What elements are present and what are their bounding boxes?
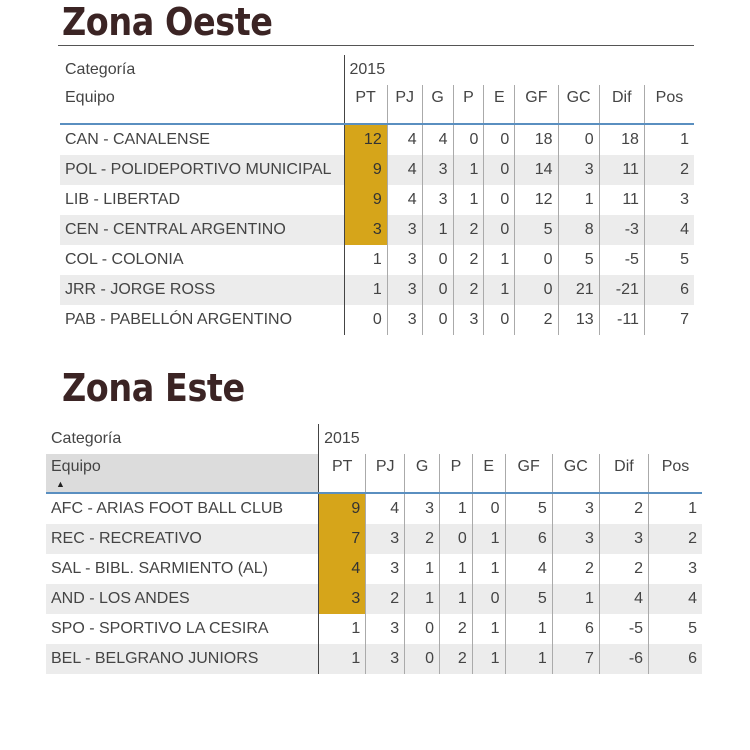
pt-cell: 9 xyxy=(344,185,387,215)
p-cell: 1 xyxy=(440,554,473,584)
pj-cell: 3 xyxy=(366,644,405,674)
pj-cell: 4 xyxy=(366,493,405,524)
pt-cell: 3 xyxy=(344,215,387,245)
pj-cell: 4 xyxy=(387,124,422,155)
e-cell: 0 xyxy=(472,493,505,524)
e-cell: 0 xyxy=(484,124,515,155)
pos-cell: 2 xyxy=(649,524,702,554)
dif-cell: 2 xyxy=(599,554,648,584)
standings-table-oeste xyxy=(60,55,694,335)
table-row[interactable] xyxy=(60,155,694,185)
e-cell: 1 xyxy=(472,554,505,584)
pos-cell: 3 xyxy=(644,185,694,215)
column-header-gc[interactable]: GC xyxy=(552,454,599,493)
g-cell: 0 xyxy=(422,305,453,335)
e-cell: 0 xyxy=(484,305,515,335)
dif-cell: -5 xyxy=(599,614,648,644)
e-cell: 0 xyxy=(472,584,505,614)
team-name-cell: CAN - CANALENSE xyxy=(65,131,210,148)
table-row[interactable] xyxy=(46,554,702,584)
dif-cell: 4 xyxy=(599,584,648,614)
column-header-gf[interactable]: GF xyxy=(515,85,558,124)
gf-cell: 18 xyxy=(515,124,558,155)
g-cell: 4 xyxy=(422,124,453,155)
pt-cell: 9 xyxy=(319,493,366,524)
gc-cell: 1 xyxy=(552,584,599,614)
p-cell: 1 xyxy=(440,493,473,524)
pj-cell: 3 xyxy=(387,305,422,335)
column-header-e[interactable]: E xyxy=(472,454,505,493)
team-column-header[interactable] xyxy=(46,454,319,493)
p-cell: 1 xyxy=(440,584,473,614)
gc-cell: 3 xyxy=(558,155,599,185)
pos-cell: 6 xyxy=(644,275,694,305)
team-name-cell: BEL - BELGRANO JUNIORS xyxy=(46,644,319,674)
standings-table-este xyxy=(46,424,702,674)
gf-cell: 5 xyxy=(505,493,552,524)
column-header-e[interactable]: E xyxy=(484,85,515,124)
column-header-dif[interactable]: Dif xyxy=(599,85,644,124)
e-cell: 0 xyxy=(484,215,515,245)
gc-cell: 6 xyxy=(552,614,599,644)
e-cell: 1 xyxy=(472,524,505,554)
column-header-gc[interactable]: GC xyxy=(558,85,599,124)
column-header-p[interactable]: P xyxy=(453,85,484,124)
gf-cell: 1 xyxy=(505,644,552,674)
pt-cell: 1 xyxy=(344,275,387,305)
gc-cell: 5 xyxy=(558,245,599,275)
pos-cell: 6 xyxy=(649,644,702,674)
column-header-pos[interactable]: Pos xyxy=(649,454,702,493)
gf-cell: 6 xyxy=(505,524,552,554)
p-cell: 2 xyxy=(453,215,484,245)
column-header-dif[interactable]: Dif xyxy=(599,454,648,493)
p-cell: 3 xyxy=(453,305,484,335)
pos-cell: 2 xyxy=(644,155,694,185)
gc-cell: 3 xyxy=(552,524,599,554)
g-cell: 2 xyxy=(405,524,440,554)
dif-cell: -21 xyxy=(599,275,644,305)
dif-cell: -3 xyxy=(599,215,644,245)
pt-cell: 9 xyxy=(344,155,387,185)
p-cell: 2 xyxy=(440,614,473,644)
e-cell: 1 xyxy=(484,275,515,305)
pos-cell: 1 xyxy=(649,493,702,524)
p-cell: 2 xyxy=(440,644,473,674)
dif-cell: -6 xyxy=(599,644,648,674)
pj-cell: 2 xyxy=(366,584,405,614)
table-row[interactable] xyxy=(46,644,702,674)
gc-cell: 1 xyxy=(558,185,599,215)
pt-cell: 7 xyxy=(319,524,366,554)
gf-cell: 1 xyxy=(505,614,552,644)
dif-cell: -5 xyxy=(599,245,644,275)
gf-cell: 4 xyxy=(505,554,552,584)
gf-cell: 5 xyxy=(515,215,558,245)
column-header-g[interactable]: G xyxy=(422,85,453,124)
team-column-header-label: Equipo xyxy=(51,458,101,475)
team-name-cell: AND - LOS ANDES xyxy=(46,584,319,614)
p-cell: 2 xyxy=(453,245,484,275)
pj-cell: 3 xyxy=(366,614,405,644)
team-name-cell: REC - RECREATIVO xyxy=(46,524,319,554)
team-name-cell: SPO - SPORTIVO LA CESIRA xyxy=(51,620,269,637)
dif-cell: 11 xyxy=(599,155,644,185)
gc-cell: 2 xyxy=(552,554,599,584)
team-column-header[interactable]: Equipo xyxy=(60,85,344,124)
g-cell: 0 xyxy=(405,644,440,674)
pt-cell: 12 xyxy=(344,124,387,155)
gf-cell: 2 xyxy=(515,305,558,335)
pj-cell: 3 xyxy=(366,524,405,554)
table-row[interactable] xyxy=(60,124,694,155)
team-name-cell: SAL - BIBL. SARMIENTO (AL) xyxy=(51,560,268,577)
g-cell: 1 xyxy=(405,584,440,614)
g-cell: 3 xyxy=(422,185,453,215)
e-cell: 1 xyxy=(472,614,505,644)
table-row[interactable] xyxy=(46,524,702,554)
dif-cell: 2 xyxy=(599,493,648,524)
category-label: Categoría xyxy=(65,61,136,78)
sort-ascending-icon: ▲ xyxy=(56,479,65,489)
pj-cell: 3 xyxy=(366,554,405,584)
p-cell: 1 xyxy=(453,155,484,185)
dif-cell: -11 xyxy=(599,305,644,335)
team-name-cell: AFC - ARIAS FOOT BALL CLUB xyxy=(51,500,284,517)
column-header-g[interactable]: G xyxy=(405,454,440,493)
column-header-pt[interactable]: PT xyxy=(319,454,366,493)
p-cell: 2 xyxy=(453,275,484,305)
pj-cell: 3 xyxy=(387,245,422,275)
g-cell: 1 xyxy=(422,215,453,245)
pj-cell: 4 xyxy=(387,155,422,185)
pt-cell: 1 xyxy=(319,614,366,644)
dif-cell: 11 xyxy=(599,185,644,215)
category-value: 2015 xyxy=(344,55,694,85)
gf-cell: 0 xyxy=(515,245,558,275)
gc-cell: 13 xyxy=(558,305,599,335)
pos-cell: 7 xyxy=(644,305,694,335)
team-name-cell: COL - COLONIA xyxy=(65,251,184,268)
g-cell: 1 xyxy=(405,554,440,584)
zone-title: Zona Oeste xyxy=(62,0,273,44)
category-value: 2015 xyxy=(319,424,702,454)
title-divider xyxy=(58,45,694,46)
g-cell: 0 xyxy=(405,614,440,644)
pt-cell: 1 xyxy=(344,245,387,275)
table-row[interactable] xyxy=(60,275,694,305)
gf-cell: 14 xyxy=(515,155,558,185)
column-header-pt[interactable]: PT xyxy=(344,85,387,124)
gc-cell: 8 xyxy=(558,215,599,245)
gf-cell: 12 xyxy=(515,185,558,215)
category-label: Categoría xyxy=(51,430,122,447)
g-cell: 3 xyxy=(405,493,440,524)
team-name-cell: PAB - PABELLÓN ARGENTINO xyxy=(65,311,293,328)
gc-cell: 0 xyxy=(558,124,599,155)
table-row[interactable] xyxy=(46,584,702,614)
column-header-pos[interactable]: Pos xyxy=(644,85,694,124)
e-cell: 0 xyxy=(484,185,515,215)
table-row[interactable] xyxy=(60,215,694,245)
pt-cell: 3 xyxy=(319,584,366,614)
p-cell: 1 xyxy=(453,185,484,215)
g-cell: 3 xyxy=(422,155,453,185)
e-cell: 0 xyxy=(484,155,515,185)
gc-cell: 21 xyxy=(558,275,599,305)
pos-cell: 4 xyxy=(649,584,702,614)
pt-cell: 0 xyxy=(344,305,387,335)
g-cell: 0 xyxy=(422,245,453,275)
team-name-cell: CEN - CENTRAL ARGENTINO xyxy=(60,215,344,245)
e-cell: 1 xyxy=(484,245,515,275)
pos-cell: 5 xyxy=(649,614,702,644)
table-row[interactable] xyxy=(46,614,702,644)
e-cell: 1 xyxy=(472,644,505,674)
p-cell: 0 xyxy=(453,124,484,155)
pj-cell: 4 xyxy=(387,185,422,215)
gf-cell: 0 xyxy=(515,275,558,305)
zone-title: Zona Este xyxy=(62,366,245,410)
gf-cell: 5 xyxy=(505,584,552,614)
pj-cell: 3 xyxy=(387,275,422,305)
gc-cell: 3 xyxy=(552,493,599,524)
pos-cell: 1 xyxy=(644,124,694,155)
table-row[interactable] xyxy=(60,305,694,335)
p-cell: 0 xyxy=(440,524,473,554)
column-header-pj[interactable]: PJ xyxy=(366,454,405,493)
column-header-pj[interactable]: PJ xyxy=(387,85,422,124)
column-header-p[interactable]: P xyxy=(440,454,473,493)
gc-cell: 7 xyxy=(552,644,599,674)
table-row[interactable] xyxy=(60,245,694,275)
pt-cell: 1 xyxy=(319,644,366,674)
table-row[interactable] xyxy=(46,493,702,524)
team-name-cell: POL - POLIDEPORTIVO MUNICIPAL xyxy=(60,155,344,185)
table-row[interactable] xyxy=(60,185,694,215)
dif-cell: 18 xyxy=(599,124,644,155)
g-cell: 0 xyxy=(422,275,453,305)
team-name-cell: JRR - JORGE ROSS xyxy=(60,275,344,305)
pt-cell: 4 xyxy=(319,554,366,584)
pos-cell: 5 xyxy=(644,245,694,275)
pos-cell: 3 xyxy=(649,554,702,584)
pj-cell: 3 xyxy=(387,215,422,245)
pos-cell: 4 xyxy=(644,215,694,245)
dif-cell: 3 xyxy=(599,524,648,554)
team-name-cell: LIB - LIBERTAD xyxy=(65,191,180,208)
column-header-gf[interactable]: GF xyxy=(505,454,552,493)
